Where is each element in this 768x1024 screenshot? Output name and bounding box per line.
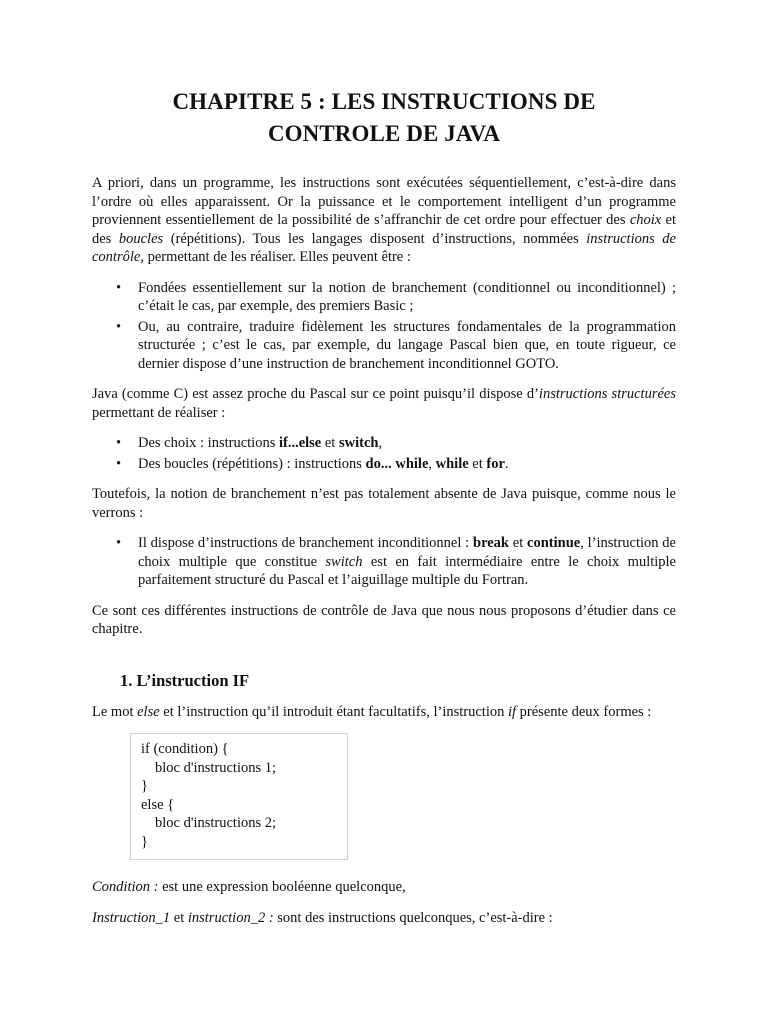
instruction-text: et bbox=[170, 909, 188, 926]
condition-label: Condition : bbox=[92, 879, 159, 895]
instruction-text: sont des instructions quelconques, c’est-à-dire : bbox=[273, 909, 553, 926]
code-line: } bbox=[141, 833, 148, 850]
list-item bbox=[116, 434, 676, 453]
list-item-text: et bbox=[321, 435, 339, 451]
intro-text: et des bbox=[92, 212, 676, 247]
condition-text: est une expression booléenne quelconque, bbox=[158, 879, 406, 895]
code-line: bloc d'instructions 1; bbox=[155, 759, 277, 776]
list-item-text: Il dispose d’instructions de branchement inconditionnel : bbox=[138, 535, 473, 551]
list-item bbox=[116, 534, 676, 590]
intro-boucles: boucles bbox=[118, 230, 164, 247]
keyword-switch: switch bbox=[338, 435, 379, 451]
if-text: et l’instruction qu’il introduit étant facultatifs, l’instruction bbox=[159, 703, 508, 720]
intro-text: , permettant de les réaliser. Elles peuvent être : bbox=[140, 249, 411, 265]
code-line: bloc d'instructions 2; bbox=[155, 815, 277, 831]
bullet-icon: • bbox=[116, 535, 122, 551]
chapter-title-line2: CONTROLE DE JAVA bbox=[267, 121, 501, 146]
chapter-title-line1: CHAPITRE 5 : LES INSTRUCTIONS DE bbox=[172, 89, 596, 114]
section-heading-if: 1. L’instruction IF bbox=[120, 670, 250, 690]
intro-paragraph bbox=[92, 174, 676, 267]
if-text: présente deux formes : bbox=[516, 703, 652, 720]
list-item-text: et bbox=[509, 535, 528, 551]
list-item-text: Ou, au contraire, traduire fidèlement les structures fondamentales de la programmation structurée ; c’est le cas, par exemple, du langage Pascal bien que, en toute rigueur, ce dernier dispose d’une instruction de branchement inconditionnel GOTO. bbox=[138, 318, 676, 372]
keyword-break: break bbox=[473, 535, 509, 551]
instruction-paragraph bbox=[92, 909, 676, 928]
list-item-text: , bbox=[428, 455, 436, 472]
chapter-title bbox=[92, 86, 676, 150]
keyword-if-else: if...else bbox=[278, 435, 322, 451]
list-item-text: . bbox=[504, 455, 509, 472]
list-item bbox=[116, 318, 676, 374]
bullet-icon: • bbox=[116, 318, 122, 335]
java-instructions-structurees: instructions structurées bbox=[538, 386, 676, 402]
code-line: } bbox=[141, 778, 148, 794]
keyword-while: while bbox=[435, 455, 469, 472]
java-text: permettant de réaliser : bbox=[92, 404, 226, 421]
list-item bbox=[116, 279, 676, 316]
list-item-text: et bbox=[468, 455, 487, 472]
list-item bbox=[116, 455, 676, 474]
code-line: else { bbox=[141, 796, 175, 813]
list-item-text: , bbox=[378, 435, 383, 451]
list-item-text: Fondées essentiellement sur la notion de branchement (conditionnel ou inconditionnel) ; c’était le cas, par exemple, des premiers Basic ; bbox=[138, 279, 676, 314]
list-item-text: Des boucles (répétitions) : instructions bbox=[138, 455, 366, 472]
if-text: Le mot bbox=[92, 703, 138, 720]
keyword-do-while: do... while bbox=[365, 455, 429, 472]
bullet-icon: • bbox=[116, 279, 122, 296]
document-page bbox=[92, 86, 676, 939]
toutefois-paragraph: Toutefois, la notion de branchement n’est pas totalement absente de Java puisque, comme nous le verrons : bbox=[92, 486, 676, 521]
code-block bbox=[130, 733, 348, 860]
bullet-icon: • bbox=[116, 435, 122, 451]
intro-choix: choix bbox=[629, 212, 662, 228]
list-item-text: est en fait intermédiaire entre le choix multiple parfaitement structuré du Pascal et l’aiguillage multiple du Fortran. bbox=[138, 553, 676, 588]
list-item-text: , l’instruction de choix multiple que constitue bbox=[138, 535, 676, 570]
condition-paragraph bbox=[92, 878, 676, 897]
branching-list bbox=[92, 279, 676, 374]
instruction1-label: Instruction_1 bbox=[92, 909, 171, 926]
keyword-if-italic: if bbox=[507, 703, 517, 720]
instruction2-label: instruction_2 : bbox=[187, 909, 274, 926]
java-text: Java (comme C) est assez proche du Pascal sur ce point puisqu’il dispose d’ bbox=[92, 386, 539, 402]
bullet-icon: • bbox=[116, 455, 122, 472]
structured-list bbox=[92, 434, 676, 473]
keyword-switch-italic: switch bbox=[325, 553, 363, 570]
intro-text: (répétitions). Tous les langages disposent d’instructions, nommées bbox=[163, 230, 587, 247]
intro-text: A priori, dans un programme, les instructions sont exécutées séquentiellement, c’est-à-dire dans l’ordre où elles apparaissent. Or la puissance et le comportement intelligent d’un programme proviennent essentiellement de la possibilité de s’affranchir de cet ordre pour effectuer des bbox=[92, 175, 676, 228]
if-intro-paragraph bbox=[92, 703, 676, 722]
java-paragraph bbox=[92, 385, 676, 422]
code-line: if (condition) { bbox=[141, 741, 229, 757]
list-item-text: Des choix : instructions bbox=[138, 435, 279, 451]
intro-instructions-de-controle: instructions de contrôle bbox=[92, 230, 676, 265]
branching-java-list bbox=[92, 534, 676, 590]
keyword-for: for bbox=[486, 455, 505, 472]
conclusion-paragraph: Ce sont ces différentes instructions de contrôle de Java que nous nous proposons d’étudier dans ce chapitre. bbox=[92, 602, 676, 637]
keyword-else-italic: else bbox=[137, 703, 160, 720]
keyword-continue: continue bbox=[527, 535, 581, 551]
